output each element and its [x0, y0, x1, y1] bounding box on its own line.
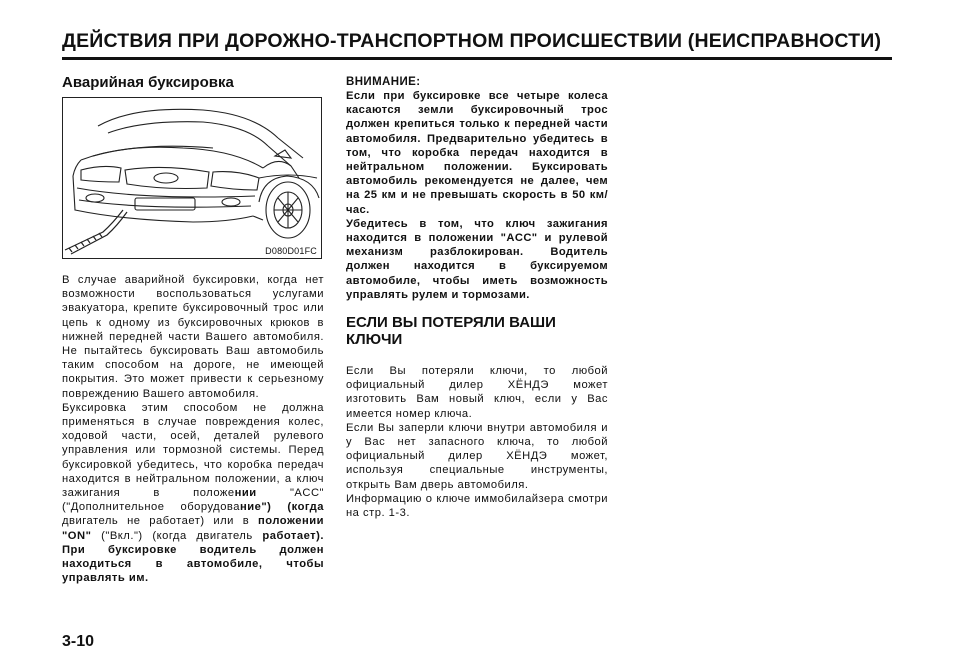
towing-figure [62, 97, 322, 259]
towing-paragraph-1: В случае аварийной буксировки, когда нет возможности воспользоваться услугами эвакуатора, крепите буксировочный трос или цепь к одному из буксировочных крюков в нижней передней части Вашего автомобиля. Не пытайтесь буксировать Ваш автомобиль таким способом на дороге, не имеющей покрытия. Это может привести к серьезному повреждению Вашего автомобиля. [62, 274, 324, 400]
towing-p2-bold-2: ние") (когда [239, 501, 324, 514]
warning-title: ВНИМАНИЕ: [346, 76, 421, 88]
towing-p2-bold-1: нии [234, 487, 257, 500]
page-title: ДЕЙСТВИЯ ПРИ ДОРОЖНО-ТРАНСПОРТНОМ ПРОИСШЕСТВИИ (НЕИСПРАВНОСТИ) [62, 30, 882, 52]
warning-paragraph-1: Если при буксировке все четыре колеса касаются земли буксировочный трос должен крепиться только к передней части автомобиля. Предварительно убедитесь в том, что коробка передач находится в нейтральном положении. Буксировать автомобиль рекомендуется не далее, чем на 25 км и не превышать скорость в 50 км/час. [346, 90, 608, 216]
page-number: 3-10 [62, 633, 95, 650]
right-column [346, 76, 608, 520]
warning-paragraph-2: Убедитесь в том, что ключ зажигания находится в положении "ACC" и рулевой механизм разблокирован. Водитель должен находится в буксируемом автомобиле, чтобы иметь возможность управлять рулем и тормозами. [346, 217, 608, 301]
towing-p2-text-3: двигатель не работает) или в [62, 515, 259, 528]
figure-code: D080D01FC [265, 246, 317, 256]
towing-p2-text-4: ("Вкл.") (когда двигатель [91, 529, 263, 542]
keys-paragraph-3: Информацию о ключе иммобилайзера смотри на стр. 1-3. [346, 492, 608, 520]
towing-p2-bold-4: работает). При буксировке водитель должен находиться в автомобиле, чтобы управлять им. [62, 529, 324, 585]
towing-paragraph-2 [62, 401, 324, 586]
towing-p2-text: Буксировка этим способом не должна применяться в случае повреждения колес, ходовой части, осей, деталей рулевого управления или тормозной системы. Перед буксировкой убедитесь, что коробка передач находится в нейтральном положении, а ключ зажигания в положе [62, 401, 324, 500]
section-title-towing: Аварийная буксировка [62, 74, 234, 91]
keys-paragraph-2: Если Вы заперли ключи внутри автомобиля и у Вас нет запасного ключа, то любой официальный дилер ХЁНДЭ может, используя специальные инструменты, открыть Вам дверь автомобиля. [346, 421, 608, 491]
warning-box [346, 76, 608, 302]
towing-p2-text-2: "ACC" ("Дополнительное оборудова [62, 487, 325, 514]
section-title-lost-keys: ЕСЛИ ВЫ ПОТЕРЯЛИ ВАШИ КЛЮЧИ [346, 314, 556, 349]
page-header [62, 30, 892, 60]
keys-paragraph-1: Если Вы потеряли ключи, то любой официальный дилер ХЁНДЭ может изготовить Вам новый ключ, если у Вас имеется номер ключа. [346, 365, 608, 420]
left-column [62, 74, 324, 585]
towing-p2-bold-3: положении "ON" [62, 515, 324, 542]
car-towing-illustration [63, 98, 321, 258]
